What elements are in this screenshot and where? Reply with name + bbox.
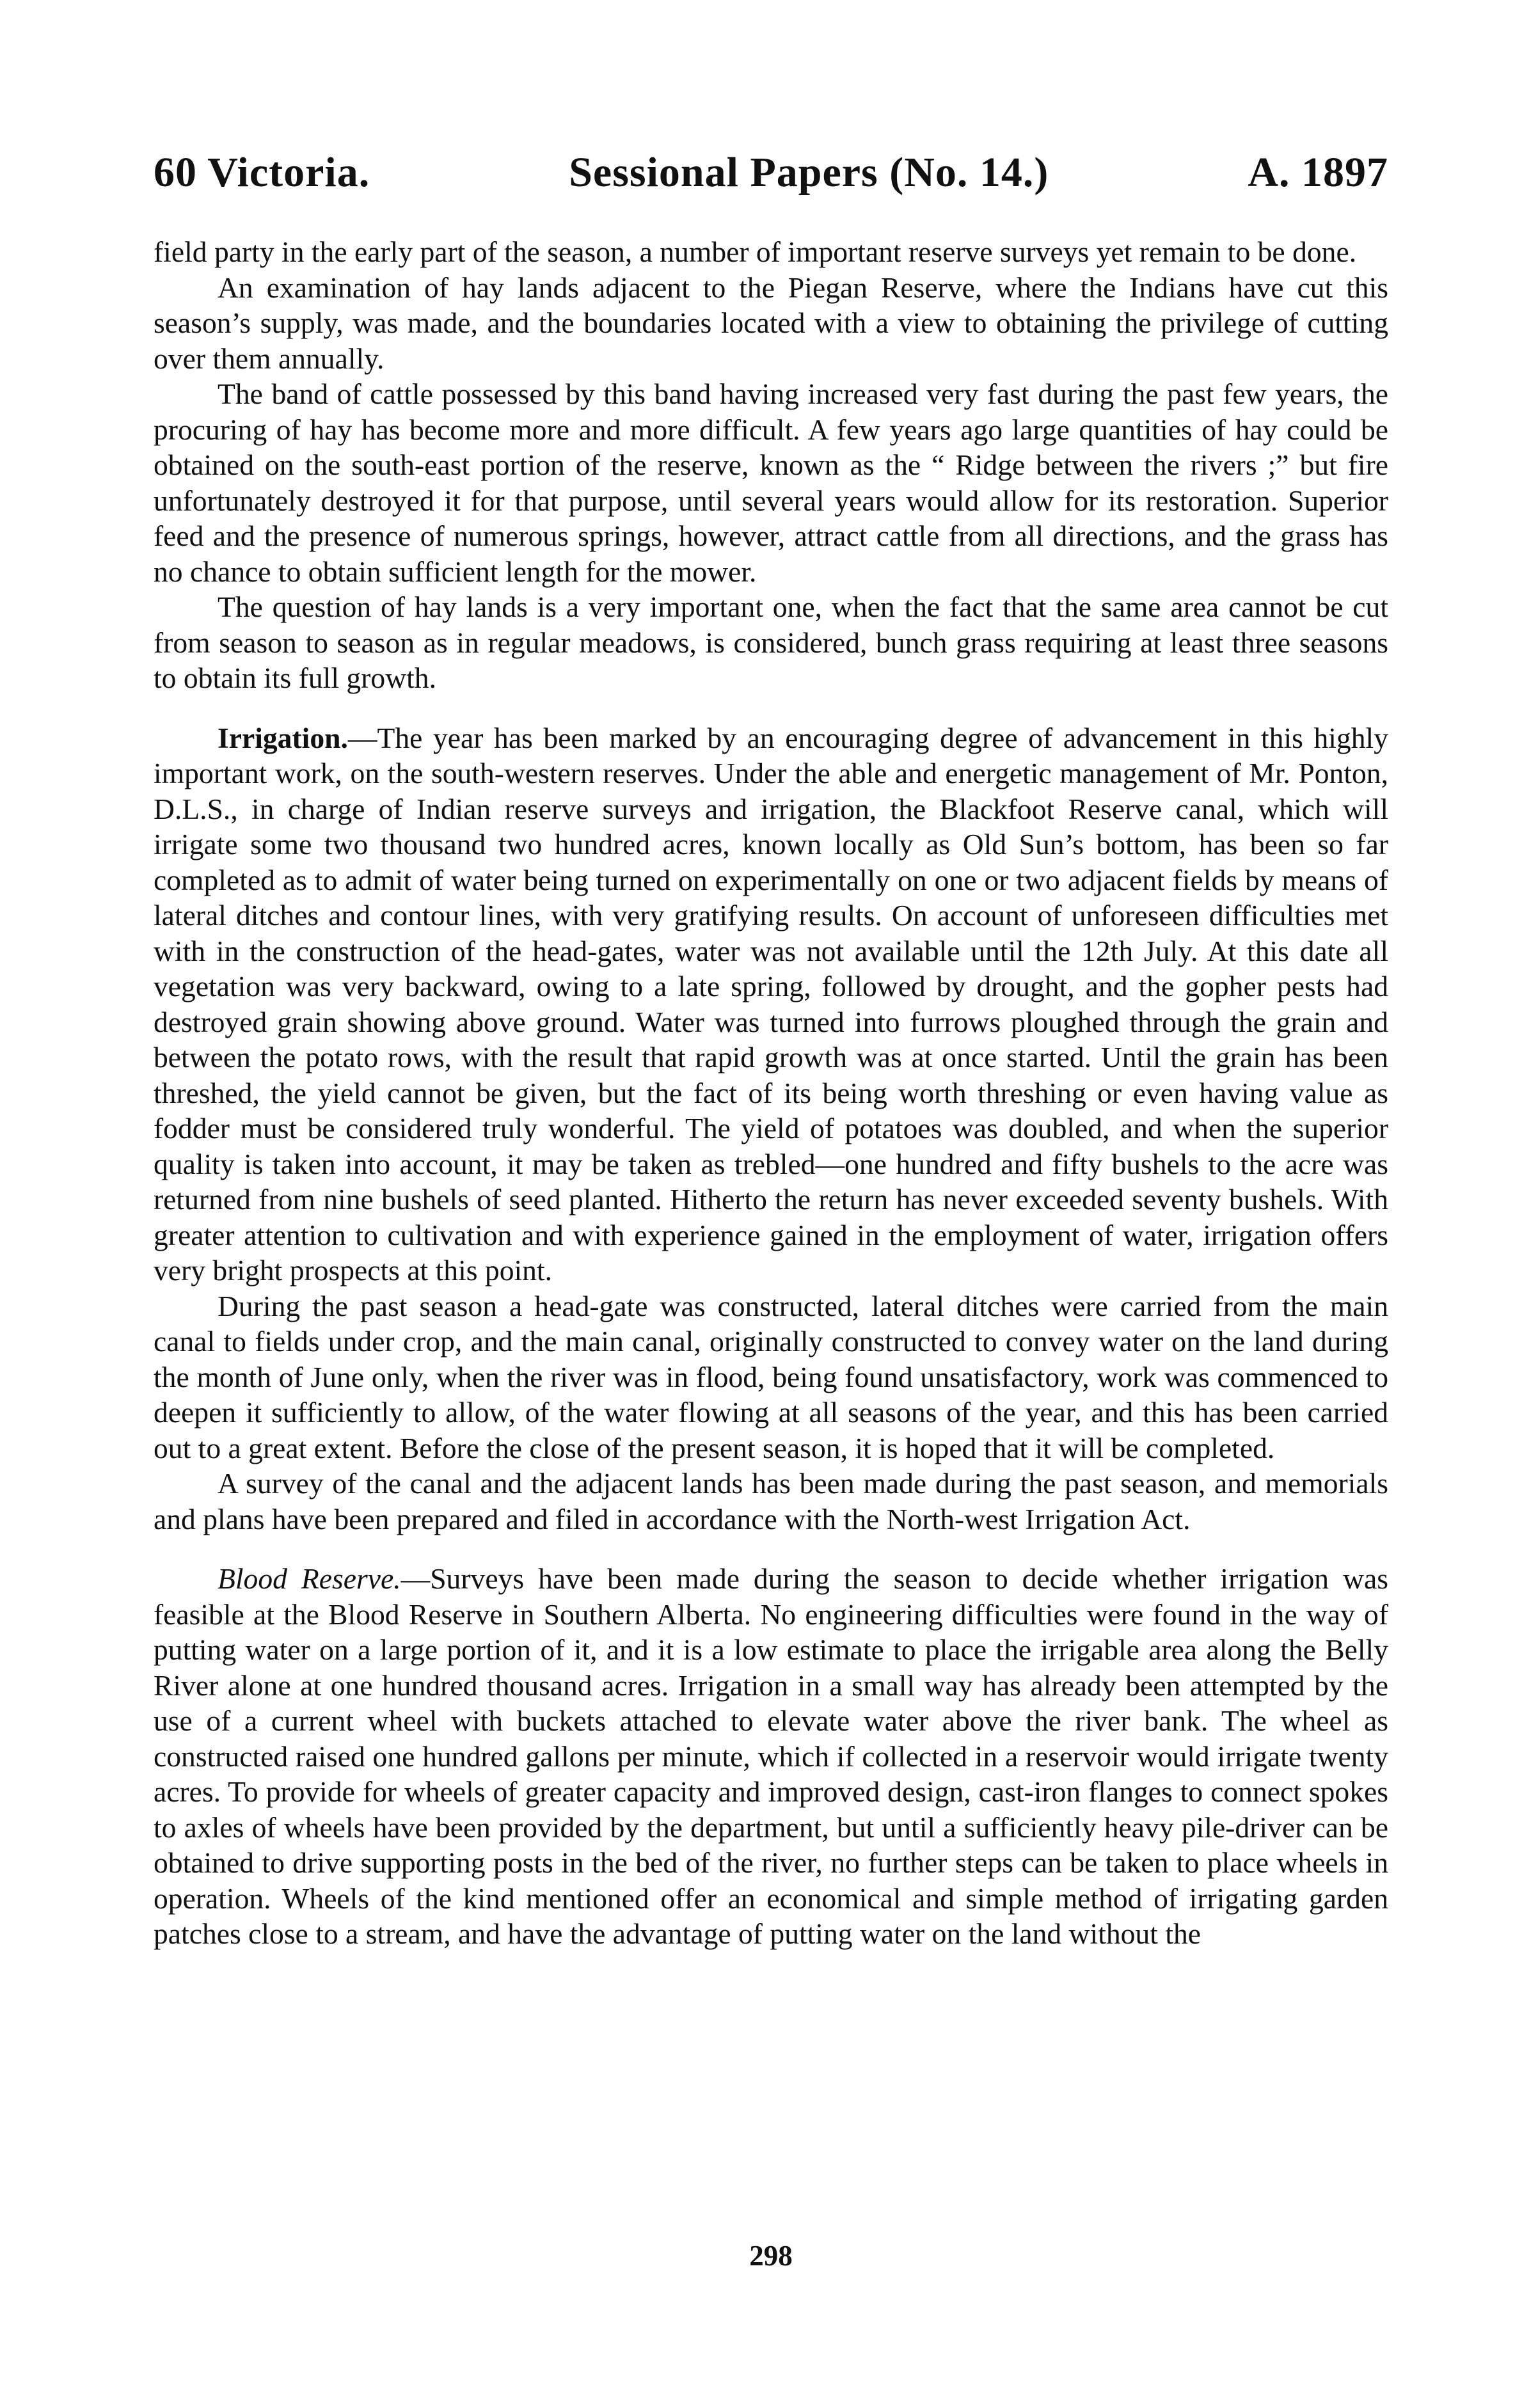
paragraph-blood-reserve xyxy=(154,1561,1388,1952)
paragraph-hay-lands: The question of hay lands is a very important one, when the fact that the same area cannot be cut from season to season as in regular meadows, is considered, bunch grass requiring at least three seasons to obtain its full growth. xyxy=(154,590,1388,694)
header-year: A. 1897 xyxy=(1248,149,1388,196)
section-heading-blood-reserve: Blood Reserve. xyxy=(218,1562,401,1595)
paragraph-canal-survey: A survey of the canal and the adjacent lands has been made during the past season, and memorials and plans have been prepared and filed in accordance with the North-west Irrigation Act. xyxy=(154,1467,1388,1535)
paragraph-piegan-reserve: An examination of hay lands adjacent to the Piegan Reserve, where the Indians have cut this season’s supply, was made, and the boundaries located with a view to obtaining the privilege of cutting over them annually. xyxy=(154,271,1388,375)
blood-reserve-body: —Surveys have been made during the season to decide whether irrigation was feasible at the Blood Reserve in Southern Alberta. No engineering difficulties were found in the way of putting water on a large portion of it, and it is a low estimate to place the irrigable area along the Belly River alone at one hundred thousand acres. Irrigation in a small way has already been attempted by the use of a current wheel with buckets attached to elevate water above the river bank. The wheel as constructed raised one hundred gallons per minute, which if collected in a reservoir would irrigate twenty acres. To provide for wheels of greater capacity and improved design, cast-iron flanges to connect spokes to axles of wheels have been provided by the department, but until a sufficiently heavy pile-driver can be obtained to drive supporting posts in the bed of the river, no further steps can be taken to place wheels in operation. Wheels of the kind mentioned offer an economical and simple method of irrigating garden patches close to a stream, and have the advantage of putting water on the land without the xyxy=(154,1562,1388,1950)
irrigation-body: —The year has been marked by an encouraging degree of advancement in this highly important work, on the south-western reserves. Under the able and energetic management of Mr. Ponton, D.L.S., in charge of Indian reserve surveys and irrigation, the Blackfoot Reserve canal, which will irrigate some two thousand two hundred acres, known locally as Old Sun’s bottom, has been so far completed as to admit of water being turned on experimentally on one or two adjacent fields by means of lateral ditches and contour lines, with very gratifying results. On account of unforeseen difficulties met with in the construction of the head-gates, water was not available until the 12th July. At this date all vegetation was very backward, owing to a late spring, followed by drought, and the gopher pests had destroyed grain showing above ground. Water was turned into furrows ploughed through the grain and between the potato rows, with the result that rapid growth was at once started. Until the grain has been threshed, the yield cannot be given, but the fact of its being worth threshing or even having value as fodder must be considered truly wonderful. The yield of potatoes was doubled, and when the superior quality is taken into account, it may be taken as trebled—one hundred and fifty bushels to the acre was returned from nine bushels of seed planted. Hitherto the return has never exceeded seventy bushels. With greater attention to cultivation and with experience gained in the employment of water, irrigation offers very bright prospects at this point. xyxy=(154,721,1388,1287)
body-text xyxy=(154,234,1388,1952)
page-header xyxy=(154,147,1388,198)
page-number: 298 xyxy=(749,2240,793,2272)
header-volume: 60 Victoria. xyxy=(154,149,370,196)
paragraph-continuation: field party in the early part of the season, a number of important reserve surveys yet remain to be done. xyxy=(154,235,1357,268)
section-heading-irrigation: Irrigation. xyxy=(218,721,348,754)
paragraph-head-gate: During the past season a head-gate was constructed, lateral ditches were carried from the main canal to fields under crop, and the main canal, originally constructed to convey water on the land during the month of June only, when the river was in flood, being found unsatisfactory, work was commenced to deepen it sufficiently to allow, of the water flowing at all seasons of the year, and this has been carried out to a great extent. Before the close of the present season, it is hoped that it will be completed. xyxy=(154,1289,1388,1464)
header-title: Sessional Papers (No. 14.) xyxy=(569,149,1049,196)
paragraph-cattle: The band of cattle possessed by this band having increased very fast during the past few years, the procuring of hay has become more and more difficult. A few years ago large quantities of hay could be obtained on the south-east portion of the reserve, known as the “ Ridge between the rivers ;” but fire unfortunately destroyed it for that purpose, until several years would allow for its restoration. Superior feed and the presence of numerous springs, however, attract cattle from all directions, and the grass has no chance to obtain sufficient length for the mower. xyxy=(154,377,1388,588)
document-page xyxy=(154,147,1388,2322)
paragraph-irrigation xyxy=(154,720,1388,1288)
